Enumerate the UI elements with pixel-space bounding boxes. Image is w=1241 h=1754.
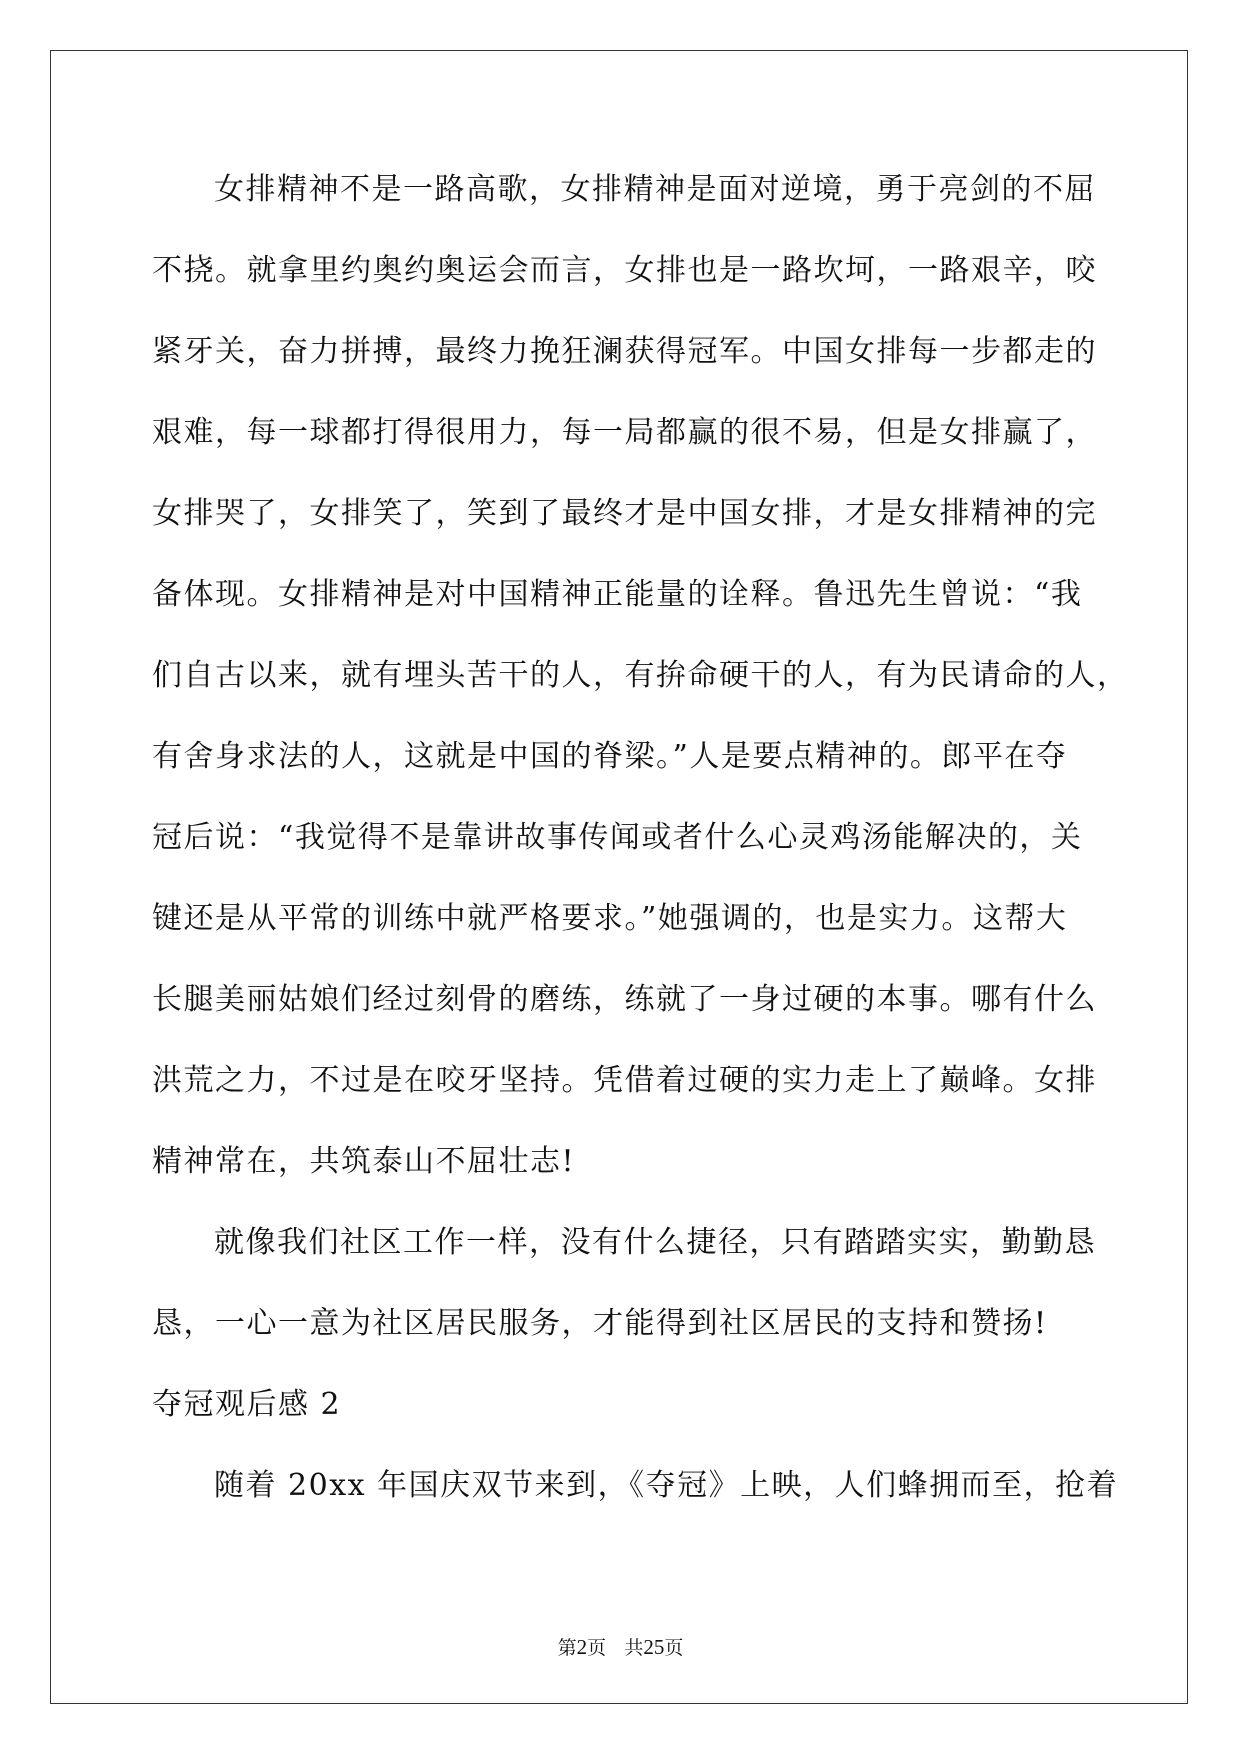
text-line: 备体现。女排精神是对中国精神正能量的诠释。鲁迅先生曾说：“我 xyxy=(152,577,1083,612)
text-line: 紧牙关，奋力拼搏，最终力挽狂澜获得冠军。中国女排每一步都走的 xyxy=(152,334,1097,369)
footer-total-prefix: 共 xyxy=(624,1637,644,1659)
text-line: 精神常在，共筑泰山不屈壮志! xyxy=(152,1144,576,1179)
text-line: 有舍身求法的人，这就是中国的脊梁。”人是要点精神的。郎平在夺 xyxy=(152,739,1068,774)
text-line: 恳，一心一意为社区居民服务，才能得到社区居民的支持和赞扬! xyxy=(152,1306,1048,1341)
text-line: 冠后说：“我觉得不是靠讲故事传闻或者什么心灵鸡汤能解决的，关 xyxy=(152,820,1083,855)
text-line: 女排精神不是一路高歌，女排精神是面对逆境，勇于亮剑的不屈 xyxy=(214,172,1096,207)
text-line: 艰难，每一球都打得很用力，每一局都赢的很不易，但是女排赢了， xyxy=(152,415,1097,450)
text-line: 女排哭了，女排笑了，笑到了最终才是中国女排，才是女排精神的完 xyxy=(152,496,1097,531)
current-page-number: 2 xyxy=(576,1635,588,1659)
text-line: 洪荒之力，不过是在咬牙坚持。凭借着过硬的实力走上了巅峰。女排 xyxy=(152,1063,1097,1098)
footer-total-unit: 页 xyxy=(664,1637,684,1659)
text-line: 不挠。就拿里约奥约奥运会而言，女排也是一路坎坷，一路艰辛，咬 xyxy=(152,253,1097,288)
text-line: 长腿美丽姑娘们经过刻骨的磨练，练就了一身过硬的本事。哪有什么 xyxy=(152,982,1097,1017)
text-line: 键还是从平常的训练中就严格要求。”她强调的，也是实力。这帮大 xyxy=(152,901,1068,936)
section-heading: 夺冠观后感 2 xyxy=(152,1387,342,1422)
footer-prefix: 第 xyxy=(557,1637,577,1659)
text-line: 随着 20xx 年国庆双节来到，《夺冠》上映，人们蜂拥而至，抢着 xyxy=(214,1468,1119,1503)
page-footer xyxy=(0,1633,1241,1660)
total-pages-number: 25 xyxy=(643,1635,665,1659)
text-line: 们自古以来，就有埋头苦干的人，有拚命硬干的人，有为民请命的人， xyxy=(152,658,1129,693)
text-line: 就像我们社区工作一样，没有什么捷径，只有踏踏实实，勤勤恳 xyxy=(214,1225,1096,1260)
footer-page-unit: 页 xyxy=(587,1637,607,1659)
page-frame xyxy=(50,50,1188,1704)
